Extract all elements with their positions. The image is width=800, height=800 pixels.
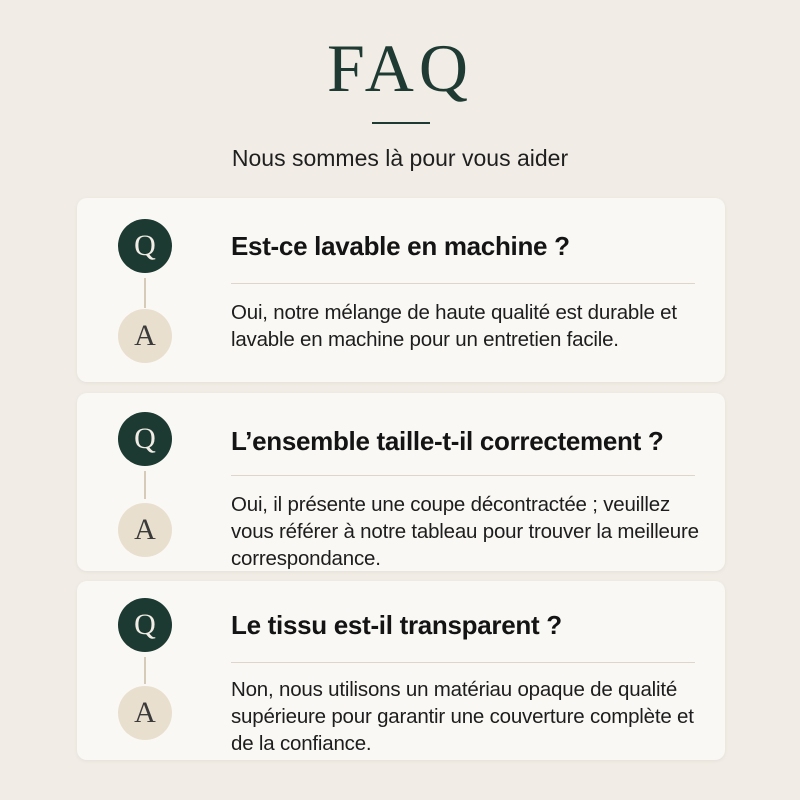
faq-separator <box>231 662 695 663</box>
faq-card-2 <box>77 393 725 571</box>
page-title: FAQ <box>327 30 473 106</box>
qa-connector <box>144 657 146 684</box>
faq-question: Le tissu est-il transparent ? <box>231 610 562 640</box>
qa-connector <box>144 278 146 308</box>
faq-card-3 <box>77 581 725 760</box>
answer-badge: A <box>118 503 172 557</box>
faq-card-1 <box>77 198 725 382</box>
question-badge: Q <box>118 598 172 652</box>
title-divider <box>372 122 430 124</box>
faq-answer: Non, nous utilisons un matériau opaque de qualité supérieure pour garantir une couverture complète et de la confiance. <box>231 678 694 755</box>
faq-answer: Oui, il présente une coupe décontractée ; veuillez vous référer à notre tableau pour trouver la meilleure correspondance. <box>231 493 699 570</box>
page-subtitle: Nous sommes là pour vous aider <box>231 145 569 171</box>
faq-separator <box>231 283 695 284</box>
faq-separator <box>231 475 695 476</box>
question-badge: Q <box>118 219 172 273</box>
answer-badge: A <box>118 686 172 740</box>
faq-question: L’ensemble taille-t-il correctement ? <box>231 426 664 456</box>
question-badge: Q <box>118 412 172 466</box>
qa-connector <box>144 471 146 499</box>
faq-question: Est-ce lavable en machine ? <box>231 231 570 261</box>
answer-badge: A <box>118 309 172 363</box>
faq-answer: Oui, notre mélange de haute qualité est durable et lavable en machine pour un entretien facile. <box>231 301 677 351</box>
